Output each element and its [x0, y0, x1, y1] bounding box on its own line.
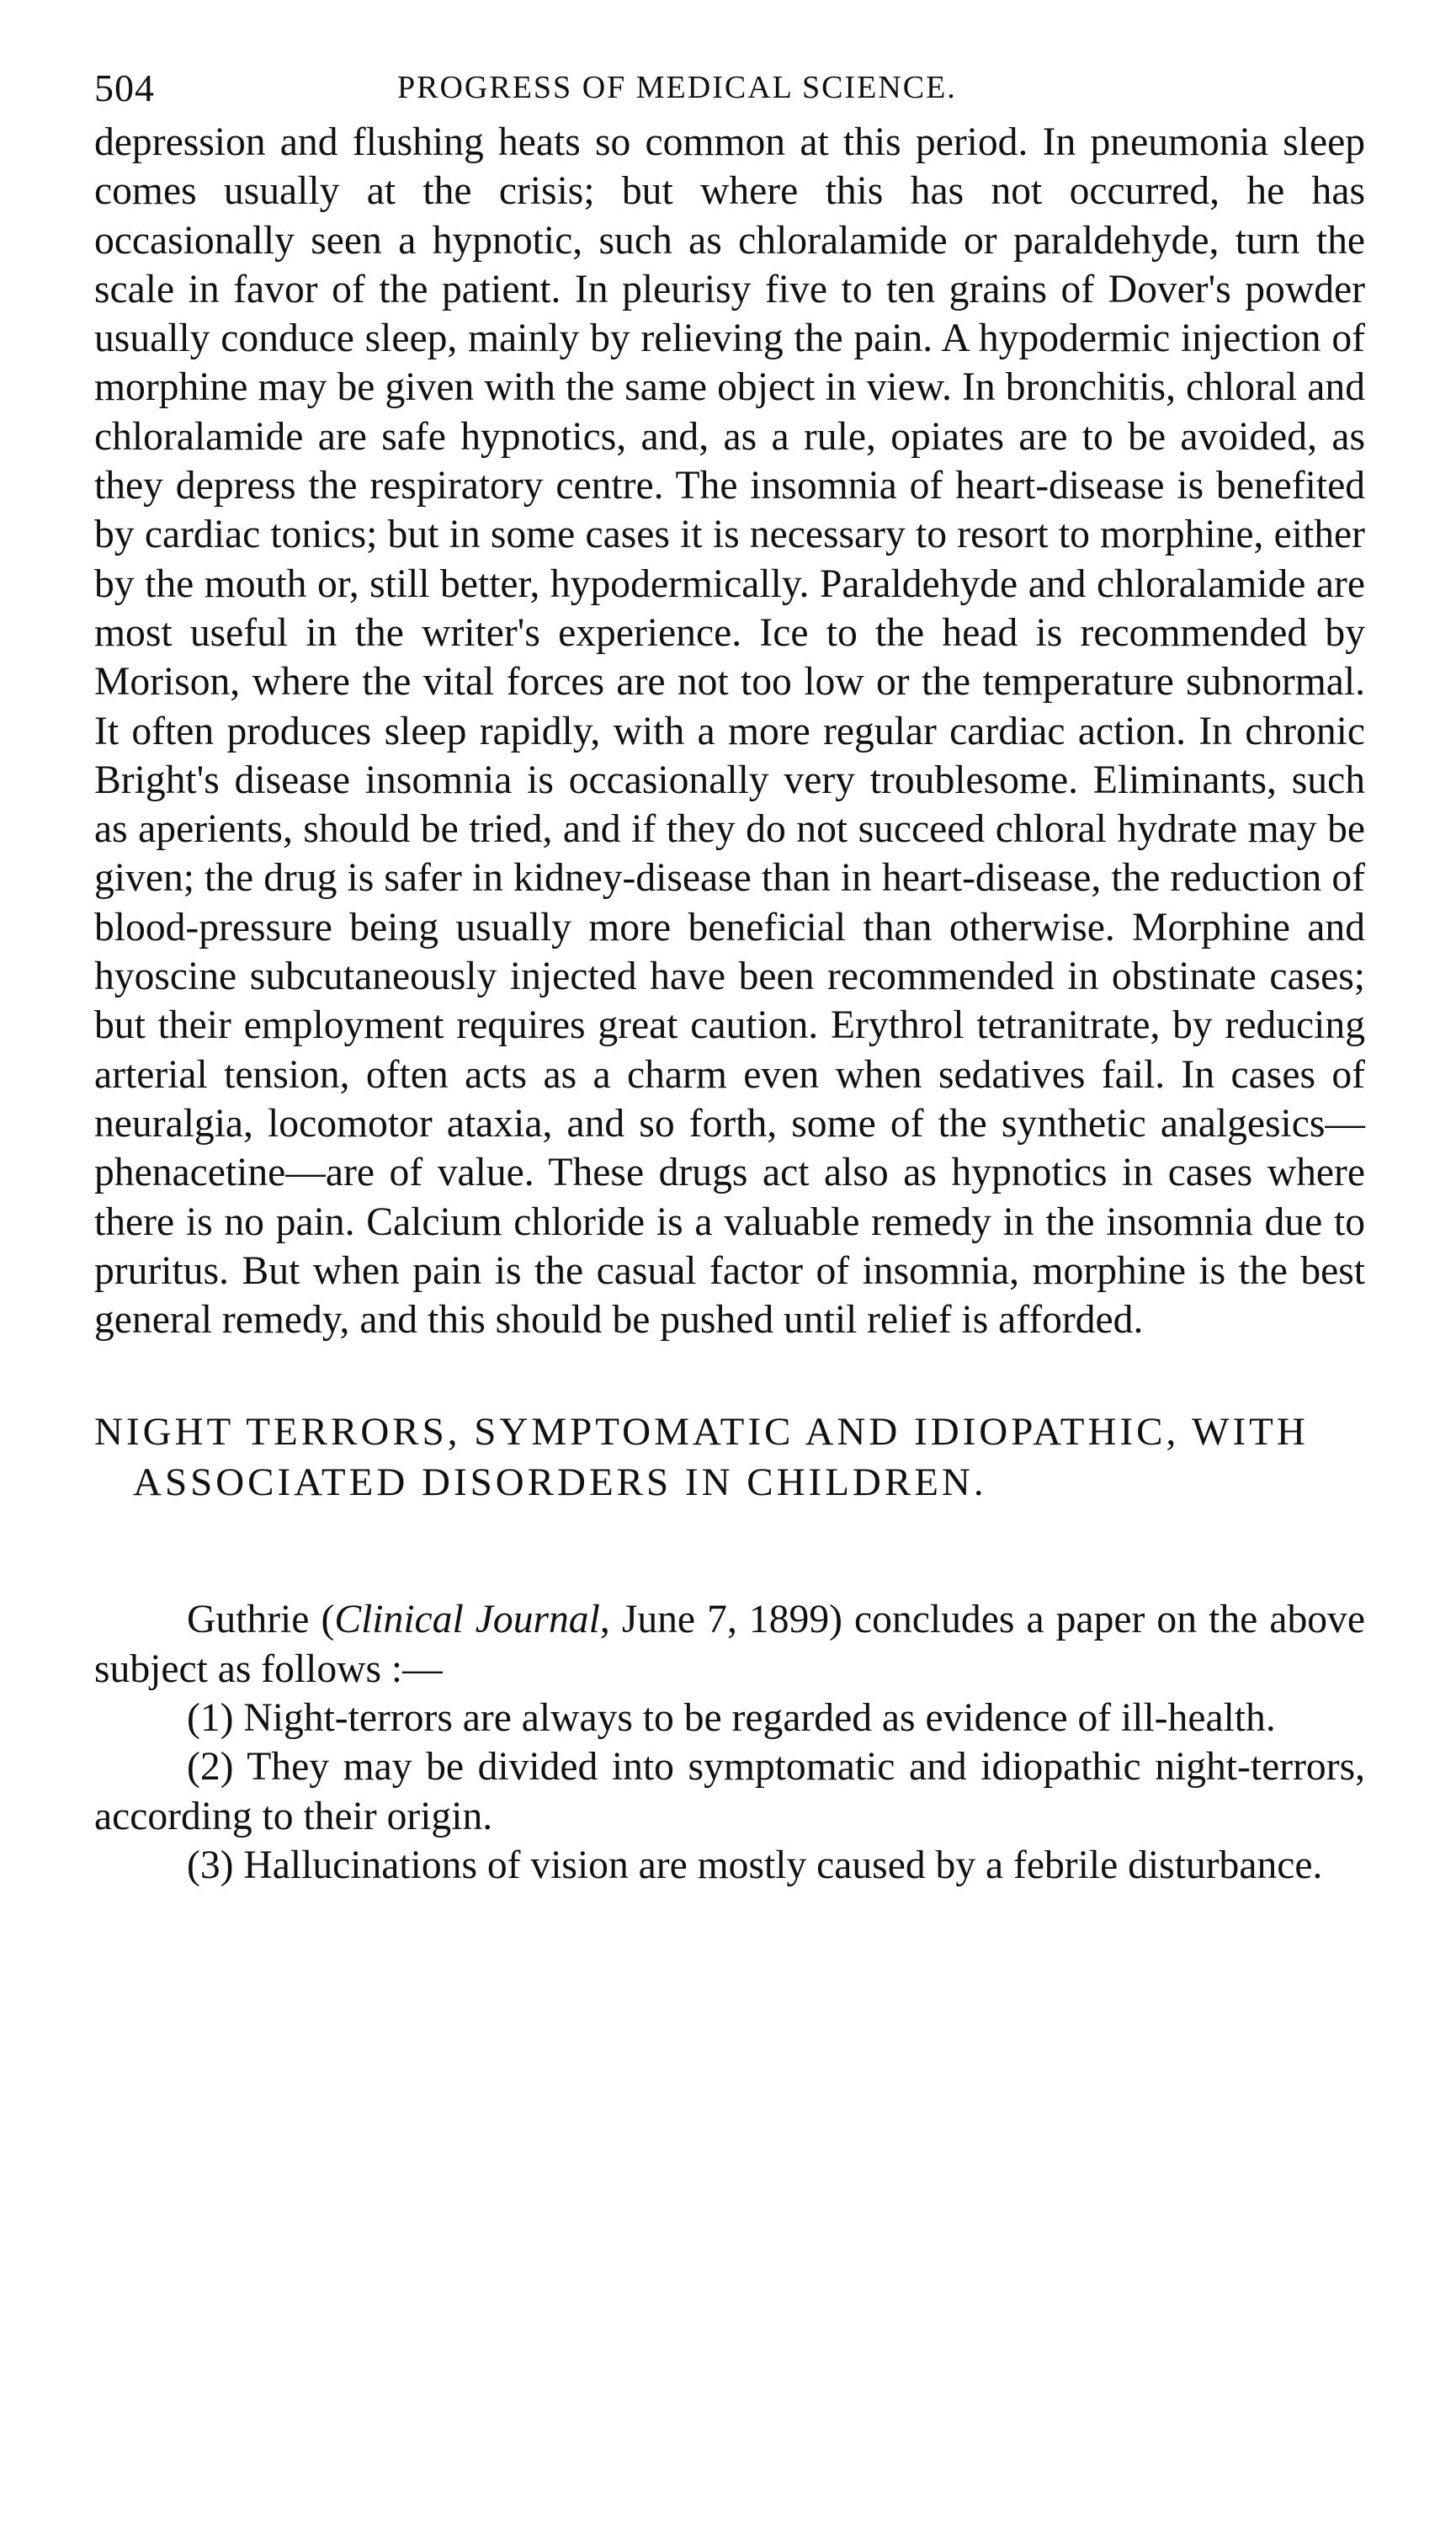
running-head: [94, 59, 1365, 118]
section-heading: NIGHT TERRORS, SYMPTOMATIC AND IDIOPATHIC, WITH ASSOCIATED DISORDERS IN CHILDREN.: [94, 1410, 1309, 1505]
conclusion-item-2: (2) They may be divided into symptomatic and idiopathic night-terrors, according to their origin.: [94, 1745, 1365, 1838]
running-title: PROGRESS OF MEDICAL SCIENCE.: [397, 70, 957, 105]
body-text: [94, 118, 1365, 1890]
continued-paragraph: depression and flushing heats so common at this period. In pneumonia sleep comes usually at the crisis; but where this has not occurred, he has occasionally seen a hypnotic, such as chloralamide or paraldehyde, turn the scale in favor of the patient. In pleurisy five to ten grains of Dover's powder usually conduce sleep, mainly by relieving the pain. A hypodermic injection of morphine may be given with the same object in view. In bronchitis, chloral and chloralamide are safe hypnotics, and, as a rule, opiates are to be avoided, as they depress the respiratory centre. The insomnia of heart-disease is benefited by cardiac tonics; but in some cases it is necessary to resort to morphine, either by the mouth or, still better, hypodermically. Paraldehyde and chloralamide are most useful in the writer's experience. Ice to the head is recommended by Morison, where the vital forces are not too low or the temperature subnormal. It often produces sleep rapidly, with a more regular cardiac action. In chronic Bright's disease insomnia is occasionally very troublesome. Eliminants, such as aperients, should be tried, and if they do not succeed chloral hydrate may be given; the drug is safer in kidney-disease than in heart-disease, the reduction of blood-pressure being usually more beneficial than otherwise. Morphine and hyoscine subcutaneously injected have been recommended in obstinate cases; but their employment requires great caution. Erythrol tetranitrate, by reducing arterial tension, often acts as a charm even when sedatives fail. In cases of neuralgia, locomotor ataxia, and so forth, some of the synthetic analgesics—phenacetine—are of value. These drugs act also as hypnotics in cases where there is no pain. Calcium chloride is a valuable remedy in the insomnia due to pruritus. But when pain is the casual factor of insomnia, morphine is the best general remedy, and this should be pushed until relief is afforded.: [94, 120, 1365, 1343]
book-page: [94, 59, 1365, 1890]
conclusion-item-1: (1) Night-terrors are always to be regarded as evidence of ill-health.: [187, 1696, 1276, 1741]
conclusion-item-3: (3) Hallucinations of vision are mostly caused by a febrile disturbance.: [187, 1843, 1323, 1887]
intro-rest: , June 7, 1899) concludes a paper on the above subject as follows :—: [94, 1598, 1365, 1691]
journal-title: Clinical Journal: [334, 1598, 600, 1642]
intro-author: Guthrie (: [187, 1598, 335, 1642]
intro-paragraph: [94, 1595, 1365, 1694]
page-number: 504: [94, 66, 155, 109]
